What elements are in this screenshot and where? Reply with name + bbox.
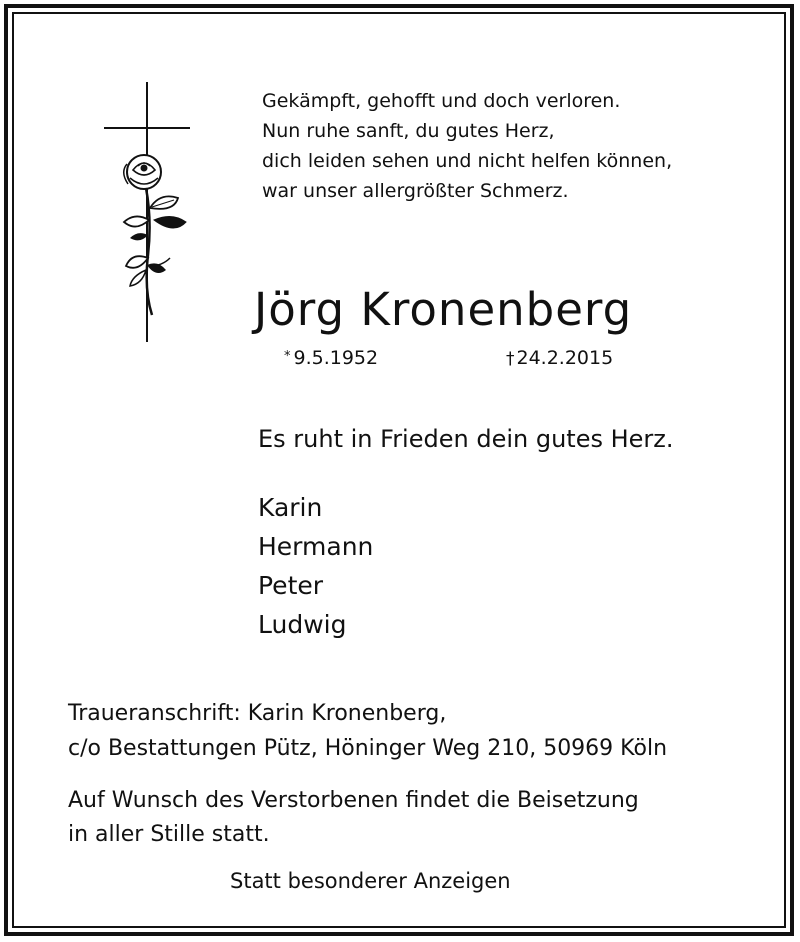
mourner-name: Hermann [258,532,374,561]
footer-text: Statt besonderer Anzeigen [230,869,511,893]
mourner-name: Karin [258,493,323,522]
birth-date-value: 9.5.1952 [293,347,379,369]
deceased-name: Jörg Kronenberg [254,283,633,336]
mourners-list [258,488,373,644]
poem-line: Gekämpft, gehofft und doch verloren. [262,90,621,112]
cross-with-rose-icon [100,80,200,342]
address-line: c/o Bestattungen Pütz, Höninger Weg 210, 50969 Köln [68,736,668,761]
mourning-address [68,696,667,766]
poem-line: Nun ruhe sanft, du gutes Herz, [262,120,555,142]
mourner-name: Peter [258,571,324,600]
notice-line: in aller Stille statt. [68,822,270,847]
notice-line: Auf Wunsch des Verstorbenen findet die Beisetzung [68,788,639,813]
mourner-name: Ludwig [258,610,347,639]
tribute-text: Es ruht in Frieden dein gutes Herz. [258,425,674,453]
death-date-value: 24.2.2015 [516,347,614,369]
birth-symbol: * [284,349,291,364]
poem-line: war unser allergrößter Schmerz. [262,180,569,202]
death-date [506,347,613,369]
death-symbol: † [506,349,515,369]
burial-notice [68,784,639,852]
poem-line: dich leiden sehen und nicht helfen können, [262,150,673,172]
birth-date [284,347,378,369]
address-line: Traueranschrift: Karin Kronenberg, [68,701,447,726]
poem [262,86,672,206]
